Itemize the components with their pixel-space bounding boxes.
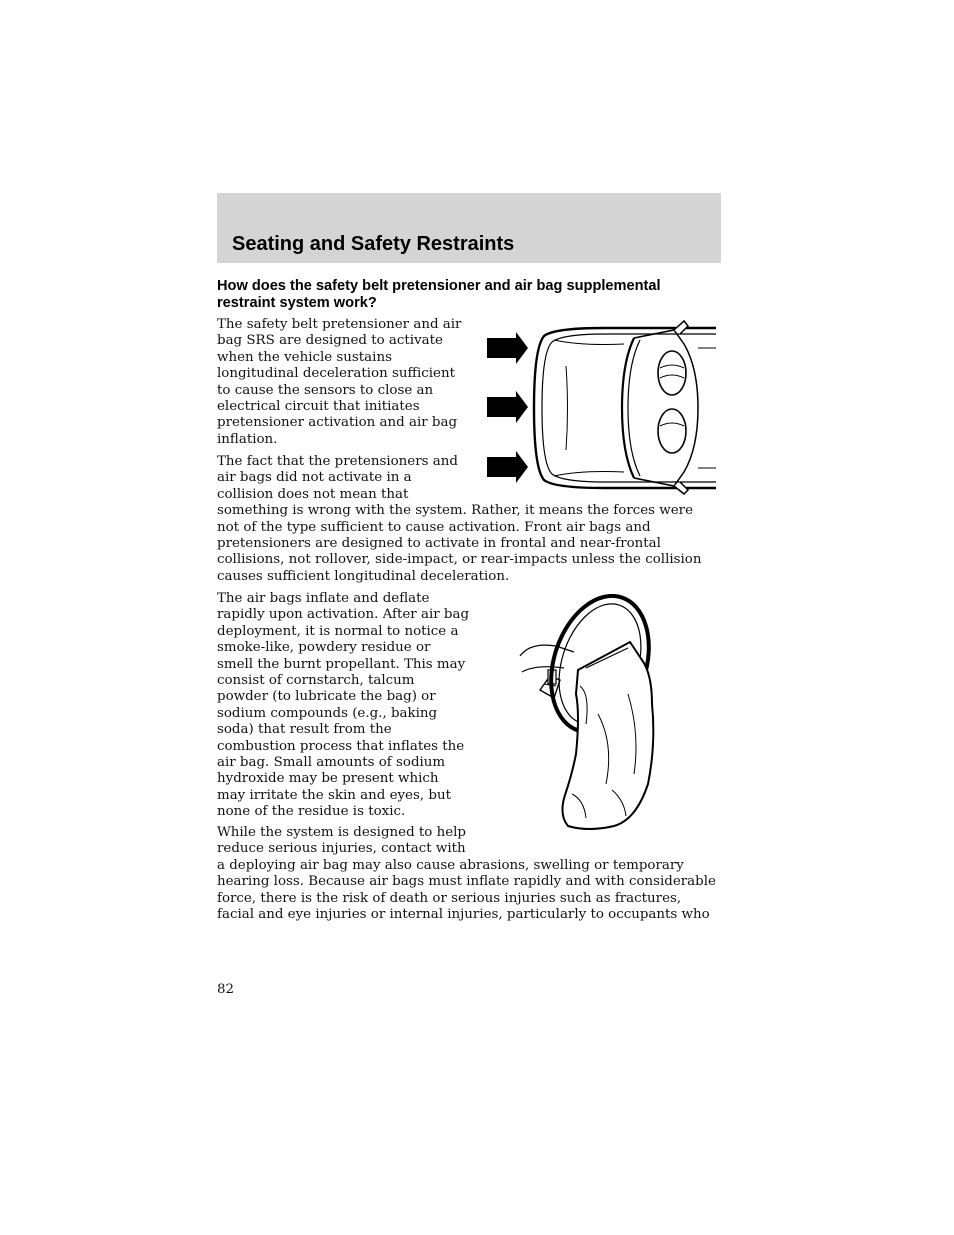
text-line: consist of cornstarch, talcum (217, 672, 415, 688)
text-line: The safety belt pretensioner and air (217, 317, 462, 332)
text-line: The fact that the pretensioners and (217, 454, 458, 469)
text-line: air bags did not activate in a (217, 470, 412, 486)
text-line: may irritate the skin and eyes, but (217, 787, 451, 803)
text-line: sodium compounds (e.g., baking (217, 705, 438, 721)
deployed-airbag-steering-wheel-icon (516, 594, 666, 834)
text-line: facial and eye injuries or internal injuries, particularly to occupants who (217, 906, 710, 922)
text-line: hearing loss. Because air bags must inflate rapidly and with considerable (217, 874, 716, 890)
text-line: electrical circuit that initiates (217, 398, 420, 414)
text-line: none of the residue is toxic. (217, 804, 406, 820)
car-frontal-impact-diagram-icon (484, 318, 720, 496)
text-line: a deploying air bag may also cause abrasions, swelling or temporary (217, 857, 684, 873)
airbag-deployment-figure (516, 594, 666, 834)
text-line: smell the burnt propellant. This may (217, 656, 466, 672)
paragraph-airbag-residue (217, 591, 469, 820)
text-line: rapidly upon activation. After air bag (217, 607, 470, 623)
text-line: soda) that result from the (217, 722, 392, 738)
paragraph-pretensioner-activation (217, 317, 461, 448)
text-line: deployment, it is normal to notice a (217, 623, 459, 639)
text-line: air bag. Small amounts of sodium (217, 754, 446, 770)
text-line: inflation. (217, 431, 278, 447)
section-title: Seating and Safety Restraints (232, 233, 515, 255)
text-line: smoke-like, powdery residue or (217, 640, 431, 656)
text-line: hydroxide may be present which (217, 771, 439, 787)
impact-arrow-icon (487, 332, 528, 364)
text-line: to cause the sensors to close an (217, 382, 434, 398)
question-heading: How does the safety belt pretensioner and air bag supplemental restraint system work? (217, 278, 661, 311)
text-line: not of the type sufficient to cause activation. Front air bags and (217, 519, 651, 535)
text-line: While the system is designed to help (217, 825, 467, 840)
text-line: The air bags inflate and deflate (217, 591, 430, 606)
car-frontal-impact-figure (484, 318, 720, 496)
text-line: something is wrong with the system. Rather, it means the forces were (217, 503, 693, 519)
text-line: bag SRS are designed to activate (217, 333, 443, 349)
impact-arrow-icon (487, 451, 528, 483)
text-line: reduce serious injuries, contact with (217, 841, 466, 857)
section-header (217, 193, 721, 263)
text-line: force, there is the risk of death or serious injuries such as fractures, (217, 890, 682, 906)
paragraph-injury-risk (217, 825, 716, 923)
text-line: powder (to lubricate the bag) or (217, 689, 436, 705)
text-line: collision does not mean that (217, 486, 409, 502)
text-line: pretensioner activation and air bag (217, 415, 458, 431)
impact-arrow-icon (487, 391, 528, 423)
text-line: collisions, not rollover, side-impact, or rear-impacts unless the collision (217, 552, 702, 568)
text-line: pretensioners are designed to activate in frontal and near-frontal (217, 535, 661, 551)
text-line: longitudinal deceleration sufficient (217, 366, 455, 382)
text-line: causes sufficient longitudinal deceleration. (217, 568, 510, 584)
page-number: 82 (217, 982, 235, 997)
text-line: when the vehicle sustains (217, 349, 392, 365)
text-line: combustion process that inflates the (217, 738, 465, 754)
